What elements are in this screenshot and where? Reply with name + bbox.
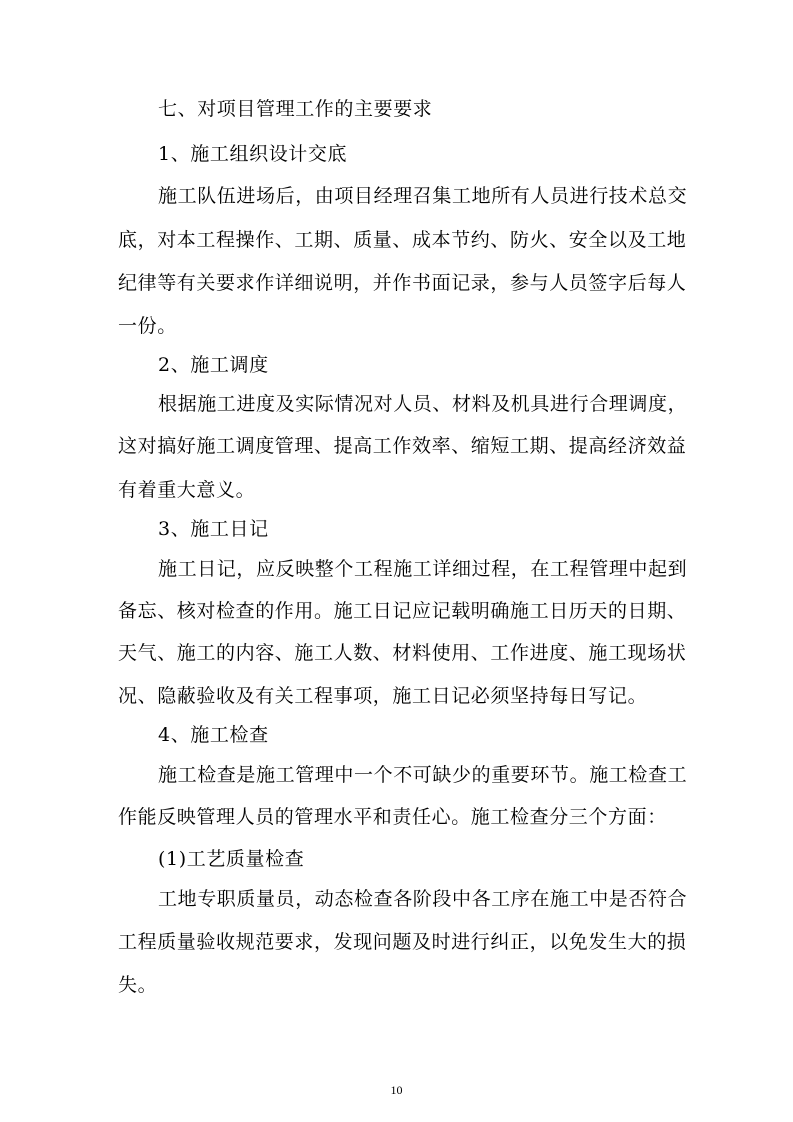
subsection-heading: 1、施工组织设计交底: [158, 143, 348, 165]
subsection-heading: 2、施工调度: [158, 354, 269, 376]
paragraph-line: 施工队伍进场后，由项目经理召集工地所有人员进行技术总交: [158, 185, 688, 207]
paragraph-line: 底，对本工程操作、工期、质量、成本节约、防火、安全以及工地: [118, 229, 687, 251]
paragraph-line: 工地专职质量员，动态检查各阶段中各工序在施工中是否符合: [158, 888, 688, 910]
paragraph-line: 一份。: [118, 315, 177, 337]
paragraph-line: 工程质量验收规范要求，发现问题及时进行纠正，以免发生大的损: [118, 931, 687, 953]
paragraph-line: 天气、施工的内容、施工人数、材料使用、工作进度、施工现场状: [118, 642, 687, 664]
paragraph-line: 备忘、核对检查的作用。施工日记应记载明确施工日历天的日期、: [118, 600, 687, 622]
paragraph-line: 施工日记，应反映整个工程施工详细过程，在工程管理中起到: [158, 558, 688, 580]
subsection-heading: 3、施工日记: [158, 518, 269, 540]
paragraph-line: 施工检查是施工管理中一个不可缺少的重要环节。施工检查工: [158, 764, 688, 786]
page-number: 10: [390, 1083, 403, 1097]
subsection-heading: 4、施工检查: [158, 724, 269, 746]
paragraph-line: 根据施工进度及实际情况对人员、材料及机具进行合理调度，: [158, 393, 688, 415]
subsection-heading: (1)工艺质量检查: [158, 848, 305, 870]
paragraph-line: 这对搞好施工调度管理、提高工作效率、缩短工期、提高经济效益: [118, 435, 687, 457]
paragraph-line: 况、隐蔽验收及有关工程事项，施工日记必须坚持每日写记。: [118, 685, 648, 707]
paragraph-line: 作能反映管理人员的管理水平和责任心。施工检查分三个方面：: [118, 806, 667, 828]
paragraph-line: 失。: [118, 974, 158, 996]
paragraph-line: 纪律等有关要求作详细说明，并作书面记录，参与人员签字后每人: [118, 272, 687, 294]
paragraph-line: 有着重大意义。: [118, 479, 256, 501]
section-heading: 七、对项目管理工作的主要要求: [158, 98, 433, 120]
